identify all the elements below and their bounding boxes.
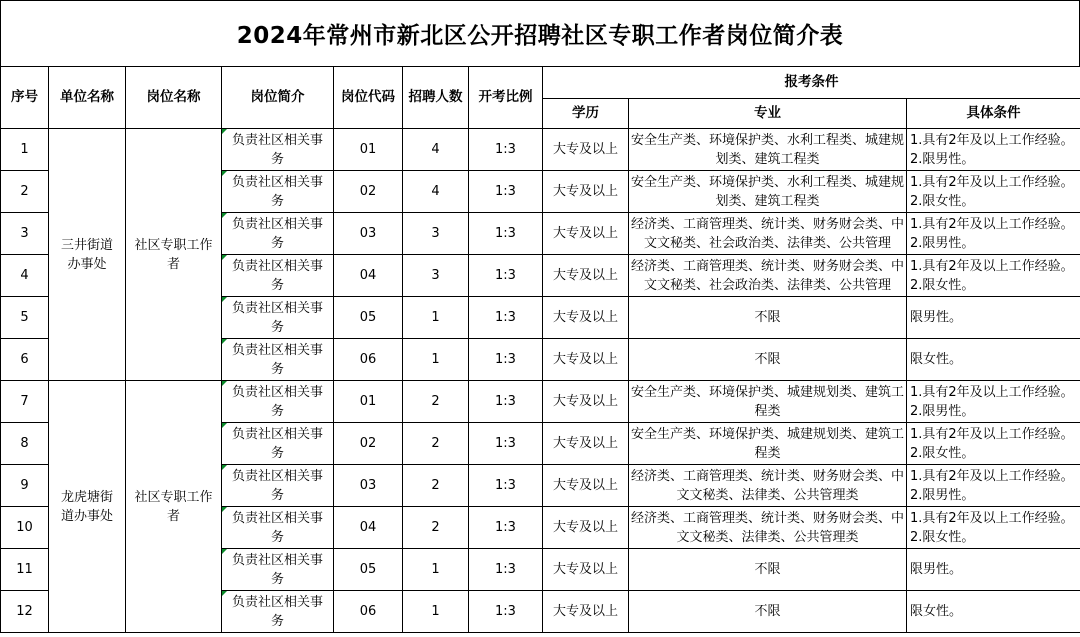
header-post-name: 岗位名称	[126, 67, 222, 129]
seq-cell: 4	[1, 255, 49, 297]
post-code-cell: 01	[334, 381, 403, 423]
post-code-cell: 06	[334, 591, 403, 633]
post-desc-cell: 负责社区相关事务	[222, 507, 334, 549]
specific-cell: 1.具有2年及以上工作经验。2.限女性。	[907, 171, 1080, 213]
ratio-cell: 1:3	[469, 381, 543, 423]
specific-cell: 1.具有2年及以上工作经验。2.限女性。	[907, 255, 1080, 297]
education-cell: 大专及以上	[543, 255, 629, 297]
post-desc-cell: 负责社区相关事务	[222, 381, 334, 423]
education-cell: 大专及以上	[543, 465, 629, 507]
positions-table	[0, 66, 1080, 633]
ratio-cell: 1:3	[469, 129, 543, 171]
header-post-code: 岗位代码	[334, 67, 403, 129]
major-cell: 不限	[629, 339, 907, 381]
count-cell: 2	[403, 465, 469, 507]
count-cell: 4	[403, 129, 469, 171]
post-desc-cell: 负责社区相关事务	[222, 339, 334, 381]
header-ratio: 开考比例	[469, 67, 543, 129]
education-cell: 大专及以上	[543, 549, 629, 591]
education-cell: 大专及以上	[543, 591, 629, 633]
post-name-cell: 社区专职工作者	[126, 129, 222, 381]
post-desc-cell: 负责社区相关事务	[222, 255, 334, 297]
count-cell: 4	[403, 171, 469, 213]
education-cell: 大专及以上	[543, 381, 629, 423]
header-education: 学历	[543, 99, 629, 129]
post-code-cell: 06	[334, 339, 403, 381]
specific-cell: 限男性。	[907, 297, 1080, 339]
ratio-cell: 1:3	[469, 297, 543, 339]
ratio-cell: 1:3	[469, 591, 543, 633]
specific-cell: 1.具有2年及以上工作经验。2.限女性。	[907, 507, 1080, 549]
post-desc-cell: 负责社区相关事务	[222, 423, 334, 465]
post-desc-cell: 负责社区相关事务	[222, 591, 334, 633]
seq-cell: 6	[1, 339, 49, 381]
post-name-cell: 社区专职工作者	[126, 381, 222, 633]
post-code-cell: 04	[334, 507, 403, 549]
seq-cell: 9	[1, 465, 49, 507]
education-cell: 大专及以上	[543, 129, 629, 171]
major-cell: 经济类、工商管理类、统计类、财务财会类、中文文秘类、法律类、公共管理类	[629, 465, 907, 507]
post-code-cell: 05	[334, 549, 403, 591]
unit-name-cell: 龙虎塘街道办事处	[49, 381, 126, 633]
seq-cell: 10	[1, 507, 49, 549]
header-post-desc: 岗位简介	[222, 67, 334, 129]
education-cell: 大专及以上	[543, 507, 629, 549]
specific-cell: 1.具有2年及以上工作经验。2.限女性。	[907, 423, 1080, 465]
header-count: 招聘人数	[403, 67, 469, 129]
header-major: 专业	[629, 99, 907, 129]
ratio-cell: 1:3	[469, 423, 543, 465]
unit-name-cell: 三井街道办事处	[49, 129, 126, 381]
post-code-cell: 02	[334, 423, 403, 465]
seq-cell: 1	[1, 129, 49, 171]
education-cell: 大专及以上	[543, 297, 629, 339]
specific-cell: 限男性。	[907, 549, 1080, 591]
post-code-cell: 05	[334, 297, 403, 339]
ratio-cell: 1:3	[469, 507, 543, 549]
major-cell: 不限	[629, 549, 907, 591]
major-cell: 安全生产类、环境保护类、水利工程类、城建规划类、建筑工程类	[629, 171, 907, 213]
header-seq: 序号	[1, 67, 49, 129]
major-cell: 不限	[629, 297, 907, 339]
post-code-cell: 02	[334, 171, 403, 213]
education-cell: 大专及以上	[543, 339, 629, 381]
count-cell: 3	[403, 255, 469, 297]
sheet-title: 2024年常州市新北区公开招聘社区专职工作者岗位简介表	[0, 0, 1080, 66]
header-unit: 单位名称	[49, 67, 126, 129]
major-cell: 不限	[629, 591, 907, 633]
specific-cell: 1.具有2年及以上工作经验。2.限男性。	[907, 381, 1080, 423]
specific-cell: 1.具有2年及以上工作经验。2.限男性。	[907, 129, 1080, 171]
specific-cell: 限女性。	[907, 339, 1080, 381]
seq-cell: 5	[1, 297, 49, 339]
specific-cell: 1.具有2年及以上工作经验。2.限男性。	[907, 465, 1080, 507]
seq-cell: 11	[1, 549, 49, 591]
seq-cell: 8	[1, 423, 49, 465]
post-code-cell: 04	[334, 255, 403, 297]
specific-cell: 限女性。	[907, 591, 1080, 633]
major-cell: 经济类、工商管理类、统计类、财务财会类、中文文秘类、法律类、公共管理类	[629, 507, 907, 549]
major-cell: 安全生产类、环境保护类、水利工程类、城建规划类、建筑工程类	[629, 129, 907, 171]
education-cell: 大专及以上	[543, 171, 629, 213]
post-desc-cell: 负责社区相关事务	[222, 213, 334, 255]
post-desc-cell: 负责社区相关事务	[222, 129, 334, 171]
ratio-cell: 1:3	[469, 549, 543, 591]
post-code-cell: 03	[334, 213, 403, 255]
post-desc-cell: 负责社区相关事务	[222, 171, 334, 213]
ratio-cell: 1:3	[469, 255, 543, 297]
table-row	[1, 381, 1080, 423]
table-row	[1, 129, 1080, 171]
post-desc-cell: 负责社区相关事务	[222, 465, 334, 507]
count-cell: 1	[403, 591, 469, 633]
ratio-cell: 1:3	[469, 465, 543, 507]
seq-cell: 2	[1, 171, 49, 213]
table-body	[1, 129, 1080, 633]
seq-cell: 3	[1, 213, 49, 255]
count-cell: 1	[403, 339, 469, 381]
ratio-cell: 1:3	[469, 339, 543, 381]
post-code-cell: 01	[334, 129, 403, 171]
education-cell: 大专及以上	[543, 213, 629, 255]
count-cell: 3	[403, 213, 469, 255]
post-desc-cell: 负责社区相关事务	[222, 549, 334, 591]
count-cell: 2	[403, 507, 469, 549]
ratio-cell: 1:3	[469, 213, 543, 255]
post-code-cell: 03	[334, 465, 403, 507]
count-cell: 1	[403, 297, 469, 339]
major-cell: 经济类、工商管理类、统计类、财务财会类、中文文秘类、社会政治类、法律类、公共管理	[629, 255, 907, 297]
count-cell: 1	[403, 549, 469, 591]
ratio-cell: 1:3	[469, 171, 543, 213]
count-cell: 2	[403, 423, 469, 465]
post-desc-cell: 负责社区相关事务	[222, 297, 334, 339]
major-cell: 经济类、工商管理类、统计类、财务财会类、中文文秘类、社会政治类、法律类、公共管理	[629, 213, 907, 255]
seq-cell: 7	[1, 381, 49, 423]
major-cell: 安全生产类、环境保护类、城建规划类、建筑工程类	[629, 381, 907, 423]
header-conditions: 报考条件	[543, 67, 1080, 99]
header-specific: 具体条件	[907, 99, 1080, 129]
count-cell: 2	[403, 381, 469, 423]
seq-cell: 12	[1, 591, 49, 633]
specific-cell: 1.具有2年及以上工作经验。2.限男性。	[907, 213, 1080, 255]
major-cell: 安全生产类、环境保护类、城建规划类、建筑工程类	[629, 423, 907, 465]
education-cell: 大专及以上	[543, 423, 629, 465]
